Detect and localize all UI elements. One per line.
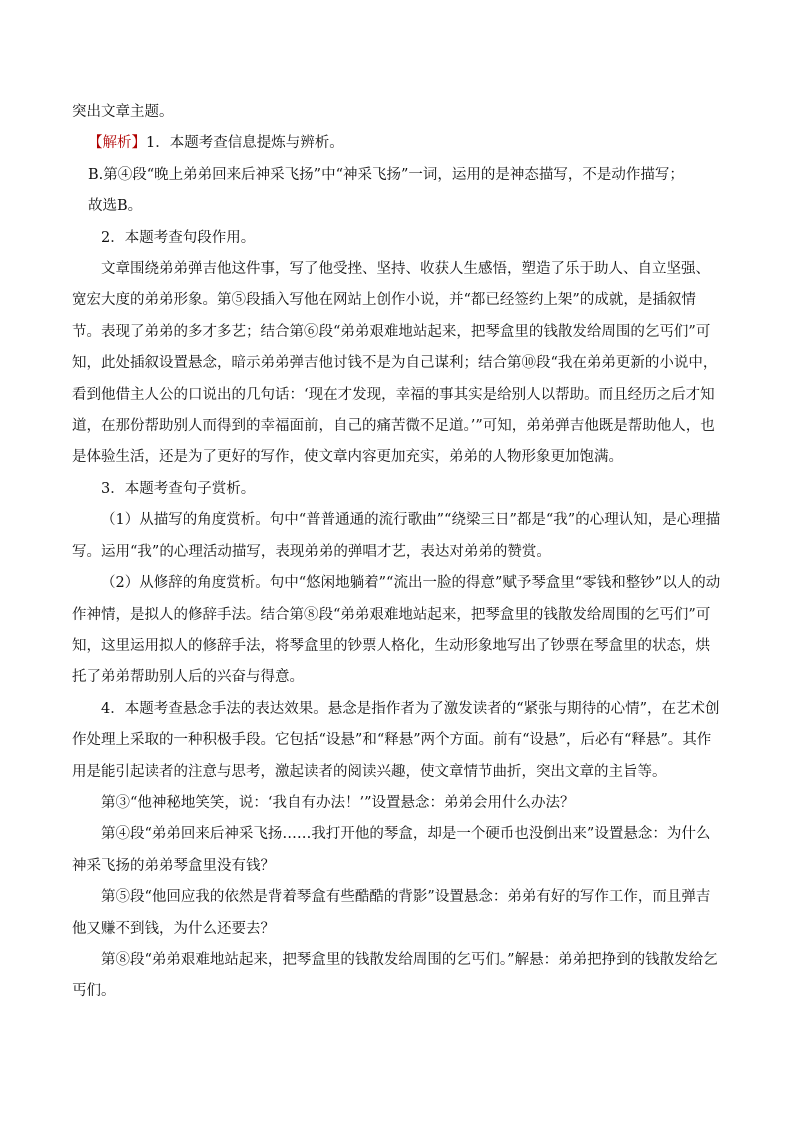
paragraph-q4-item2: 第④段“弟弟回来后神采飞扬……我打开他的琴盒，却是一个硬币也没倒出来”设置悬念：为什么神采飞扬的弟弟琴盒里没有钱？ — [72, 826, 711, 874]
analysis-q1-title: 1．本题考查信息提炼与辨析。 — [146, 135, 344, 152]
paragraph-conclusion: 突出文章主题。 — [72, 104, 174, 120]
paragraph-analysis-heading — [72, 128, 724, 159]
analysis-label: 【解析】 — [88, 135, 146, 152]
paragraph-q4-title: 4．本题考查悬念手法的表达效果。悬念是指作者为了激发读者的“紧张与期待的心情”，在艺术创作处理上采取的一种积极手段。它包括“设悬”和“释悬”两个方面。前有“设悬”，后必有“释悬”。其作用是能引起读者的注意与思考，激起读者的阅读兴趣，使文章情节曲折，突出文章的主旨等。 — [72, 700, 720, 780]
paragraph-q1-answer: B.第④段“晚上弟弟回来后神采飞扬”中“神采飞扬”一词，运用的是神态描写，不是动作描写； — [88, 166, 684, 183]
paragraph-q3-part2: （2）从修辞的角度赏析。句中“悠闲地躺着”“流出一脸的得意”赋予琴盒里“零钱和整钞”以人的动作神情，是拟人的修辞手法。结合第⑧段“弟弟艰难地站起来，把琴盒里的钱散发给周围的乞丐们”可知，这里运用拟人的修辞手法，将琴盒里的钞票人格化，生动形象地写出了钞票在琴盒里的状态，烘托了弟弟帮助别人后的兴奋与得意。 — [72, 575, 721, 686]
paragraph-q2-title: 2．本题考查句段作用。 — [101, 229, 256, 246]
paragraph-q1-choice: 故选B。 — [88, 198, 143, 215]
paragraph-q2-answer: 文章围绕弟弟弹吉他这件事，写了他受挫、坚持、收获人生感悟，塑造了乐于助人、自立坚强、宽宏大度的弟弟形象。第⑤段插入写他在网站上创作小说，并“都已经签约上架”的成就，是插叙情节。表现了弟弟的多才多艺；结合第⑥段“弟弟艰难地站起来，把琴盒里的钱散发给周围的乞丐们”可知，此处插叙设置悬念，暗示弟弟弹吉他讨钱不是为自己谋利；结合第⑩段“我在弟弟更新的小说中，看到他借主人公的口说出的几句话：‘现在才发现，幸福的事其实是给别人以帮助。而且经历之后才知道，在那份帮助别人而得到的幸福面前，自己的痛苦微不足道。’”可知，弟弟弹吉他既是帮助他人，也是体验生活，还是为了更好的写作，使文章内容更加充实，弟弟的人物形象更加饱满。 — [72, 261, 718, 466]
paragraph-q4-item1: 第③“他神秘地笑笑，说：‘我自有办法！’”设置悬念：弟弟会用什么办法？ — [101, 794, 575, 811]
paragraph-q4-item4: 第⑧段“弟弟艰难地站起来，把琴盒里的钱散发给周围的乞丐们。”解悬：弟弟把挣到的钱散发给乞丐们。 — [72, 951, 718, 1000]
paragraph-q4-item3: 第⑤段“他回应我的依然是背着琴盒有些酷酷的背影”设置悬念：弟弟有好的写作工作，而且弹吉他又赚不到钱，为什么还要去？ — [72, 889, 711, 937]
paragraph-q3-part1: （1）从描写的角度赏析。句中“普普通通的流行歌曲”“绕梁三日”都是“我”的心理认知，是心理描写。运用“我”的心理活动描写，表现弟弟的弹唱才艺，表达对弟弟的赞赏。 — [72, 512, 721, 560]
paragraph-q3-title: 3．本题考查句子赏析。 — [101, 480, 256, 497]
document-body — [72, 97, 724, 1008]
